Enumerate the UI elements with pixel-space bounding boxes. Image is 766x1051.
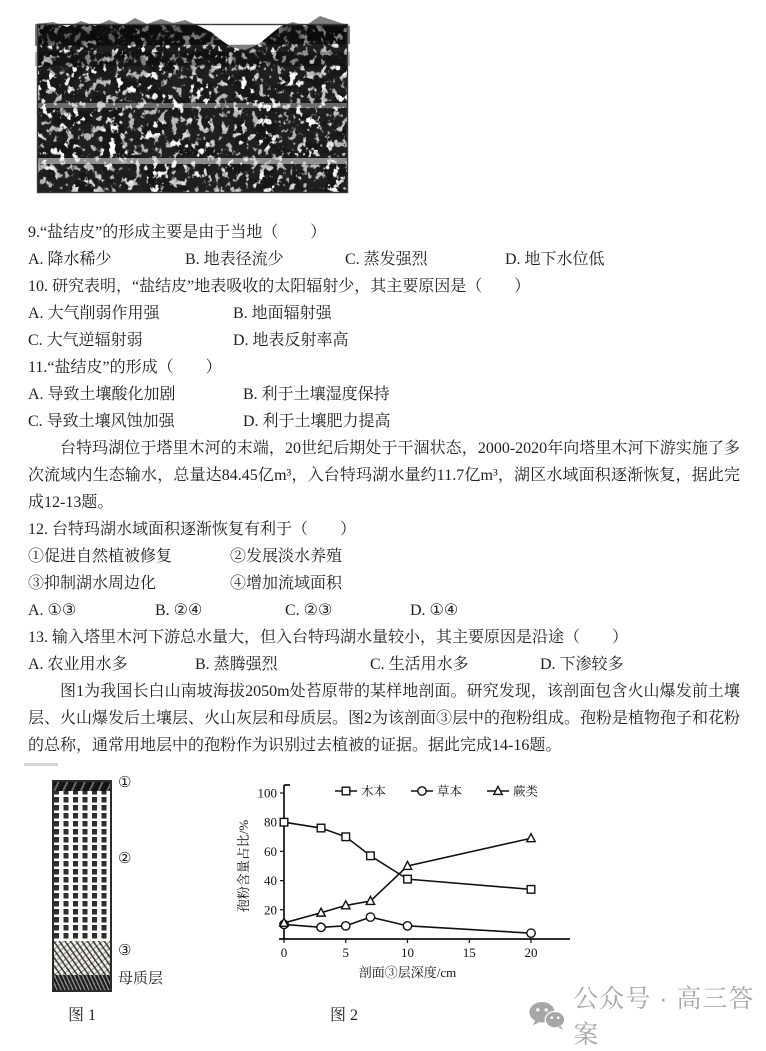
q11-option-c: C. 导致土壤风蚀加强	[28, 413, 175, 430]
svg-text:100: 100	[257, 785, 277, 801]
svg-text:蕨类: 蕨类	[513, 784, 539, 799]
soil-layer-1	[54, 782, 110, 791]
q13-option-b: B. 蒸腾强烈	[195, 656, 278, 673]
q10-options-row1	[28, 300, 740, 327]
scan-artifact	[24, 763, 58, 766]
q12-option-b: B. ②④	[155, 602, 203, 619]
svg-text:剖面③层深度/cm: 剖面③层深度/cm	[358, 965, 457, 980]
q9-stem: 9.“盐结皮”的形成主要是由于当地（ ）	[28, 224, 327, 241]
salt-crust-photo-image	[35, 10, 350, 195]
q12-option-a: A. ①③	[28, 602, 77, 619]
svg-text:0: 0	[280, 945, 288, 960]
q9-option-b: B. 地表径流少	[185, 251, 284, 268]
watermark-text: 公众号 · 高三答案	[573, 985, 755, 1049]
q12-items-row1	[28, 543, 740, 570]
q12-item-2: ②发展淡水养殖	[230, 548, 343, 565]
svg-text:15: 15	[462, 945, 476, 960]
q11-option-b: B. 利于土壤湿度保持	[243, 386, 390, 403]
watermark	[528, 979, 766, 1051]
svg-text:20: 20	[264, 902, 277, 918]
q12-item-1: ①促进自然植被修复	[28, 548, 173, 565]
q11-option-a: A. 导致土壤酸化加剧	[28, 386, 176, 403]
q12-item-3: ③抑制湖水周边化	[28, 575, 157, 592]
soil-profile-column	[52, 780, 112, 992]
q11-stem: 11.“盐结皮”的形成（ ）	[28, 359, 222, 376]
q10-options-row2	[28, 327, 740, 354]
q10-option-c: C. 大气逆辐射弱	[28, 332, 143, 349]
figure1-caption: 图 1	[68, 1007, 97, 1024]
q12-option-d: D. ①④	[410, 602, 459, 619]
soil-label-3: ③	[118, 943, 132, 959]
q12-item-4: ④增加流域面积	[230, 575, 343, 592]
passage-changbai-profile: 图1为我国长白山南坡海拔2050m处苔原带的某样地剖面。研究发现，该剖面包含火山爆发前土壤层、火山爆发后土壤层、火山灰层和母质层。图2为该剖面③层中的孢粉组成。孢粉是植物孢子和花粉的总称，通常用地层中的孢粉作为识别过去植被的证据。据此完成14-16题。	[28, 683, 741, 754]
q9-option-a: A. 降水稀少	[28, 251, 112, 268]
q12-stem: 12. 台特玛湖水域面积逐渐恢复有利于（ ）	[28, 521, 357, 538]
pollen-chart-box	[236, 771, 581, 990]
q10-option-b: B. 地面辐射强	[233, 305, 332, 322]
passage-taitema-lake: 台特玛湖位于塔里木河的末端，20世纪后期处于干涸状态，2000-2020年向塔里木河下游实施了多次流域内生态输水，总量达84.45亿m³，入台特玛湖水量约11.7亿m³，湖区水域面积逐渐恢复，据此完成12-13题。	[28, 440, 740, 511]
q11-options-row2	[28, 408, 740, 435]
q9-options	[28, 246, 740, 273]
svg-text:60: 60	[264, 843, 277, 859]
soil-layer-3	[54, 941, 110, 975]
svg-text:20: 20	[524, 945, 538, 960]
figures-block	[0, 759, 766, 1049]
soil-layer-parent-material	[54, 975, 110, 990]
q10-stem: 10. 研究表明，“盐结皮”地表吸收的太阳辐射少，其主要原因是（ ）	[28, 278, 531, 295]
question-text-block	[0, 195, 766, 759]
q11-option-d: D. 利于土壤肥力提高	[243, 413, 391, 430]
pollen-chart	[236, 771, 581, 985]
svg-text:40: 40	[264, 873, 277, 889]
q13-option-c: C. 生活用水多	[370, 656, 469, 673]
q10-option-a: A. 大气削弱作用强	[28, 305, 160, 322]
q12-items-row2	[28, 570, 740, 597]
q13-stem: 13. 输入塔里木河下游总水量大，但入台特玛湖水量较小，其主要原因是沿途（ ）	[28, 629, 629, 646]
svg-text:木本: 木本	[361, 784, 387, 799]
q13-options	[28, 651, 740, 678]
soil-label-parent-material: 母质层	[118, 971, 164, 987]
svg-text:草本: 草本	[437, 784, 463, 799]
salt-crust-photo	[35, 10, 350, 195]
q12-option-c: C. ②③	[285, 602, 333, 619]
q13-option-d: D. 下渗较多	[540, 656, 624, 673]
q11-options-row1	[28, 381, 740, 408]
figure2-caption: 图 2	[330, 1007, 359, 1024]
q9-option-d: D. 地下水位低	[505, 251, 605, 268]
q9-option-c: C. 蒸发强烈	[345, 251, 428, 268]
q12-options	[28, 597, 740, 624]
q13-option-a: A. 农业用水多	[28, 656, 128, 673]
soil-layer-2	[54, 791, 110, 941]
svg-text:孢粉含量占比/%: 孢粉含量占比/%	[236, 819, 251, 913]
q10-option-d: D. 地表反射率高	[233, 332, 349, 349]
soil-label-1: ①	[118, 775, 132, 791]
wechat-icon	[528, 999, 565, 1031]
soil-label-2: ②	[118, 851, 132, 867]
svg-text:80: 80	[264, 814, 277, 830]
svg-text:5: 5	[342, 945, 349, 960]
svg-text:10: 10	[401, 945, 414, 960]
